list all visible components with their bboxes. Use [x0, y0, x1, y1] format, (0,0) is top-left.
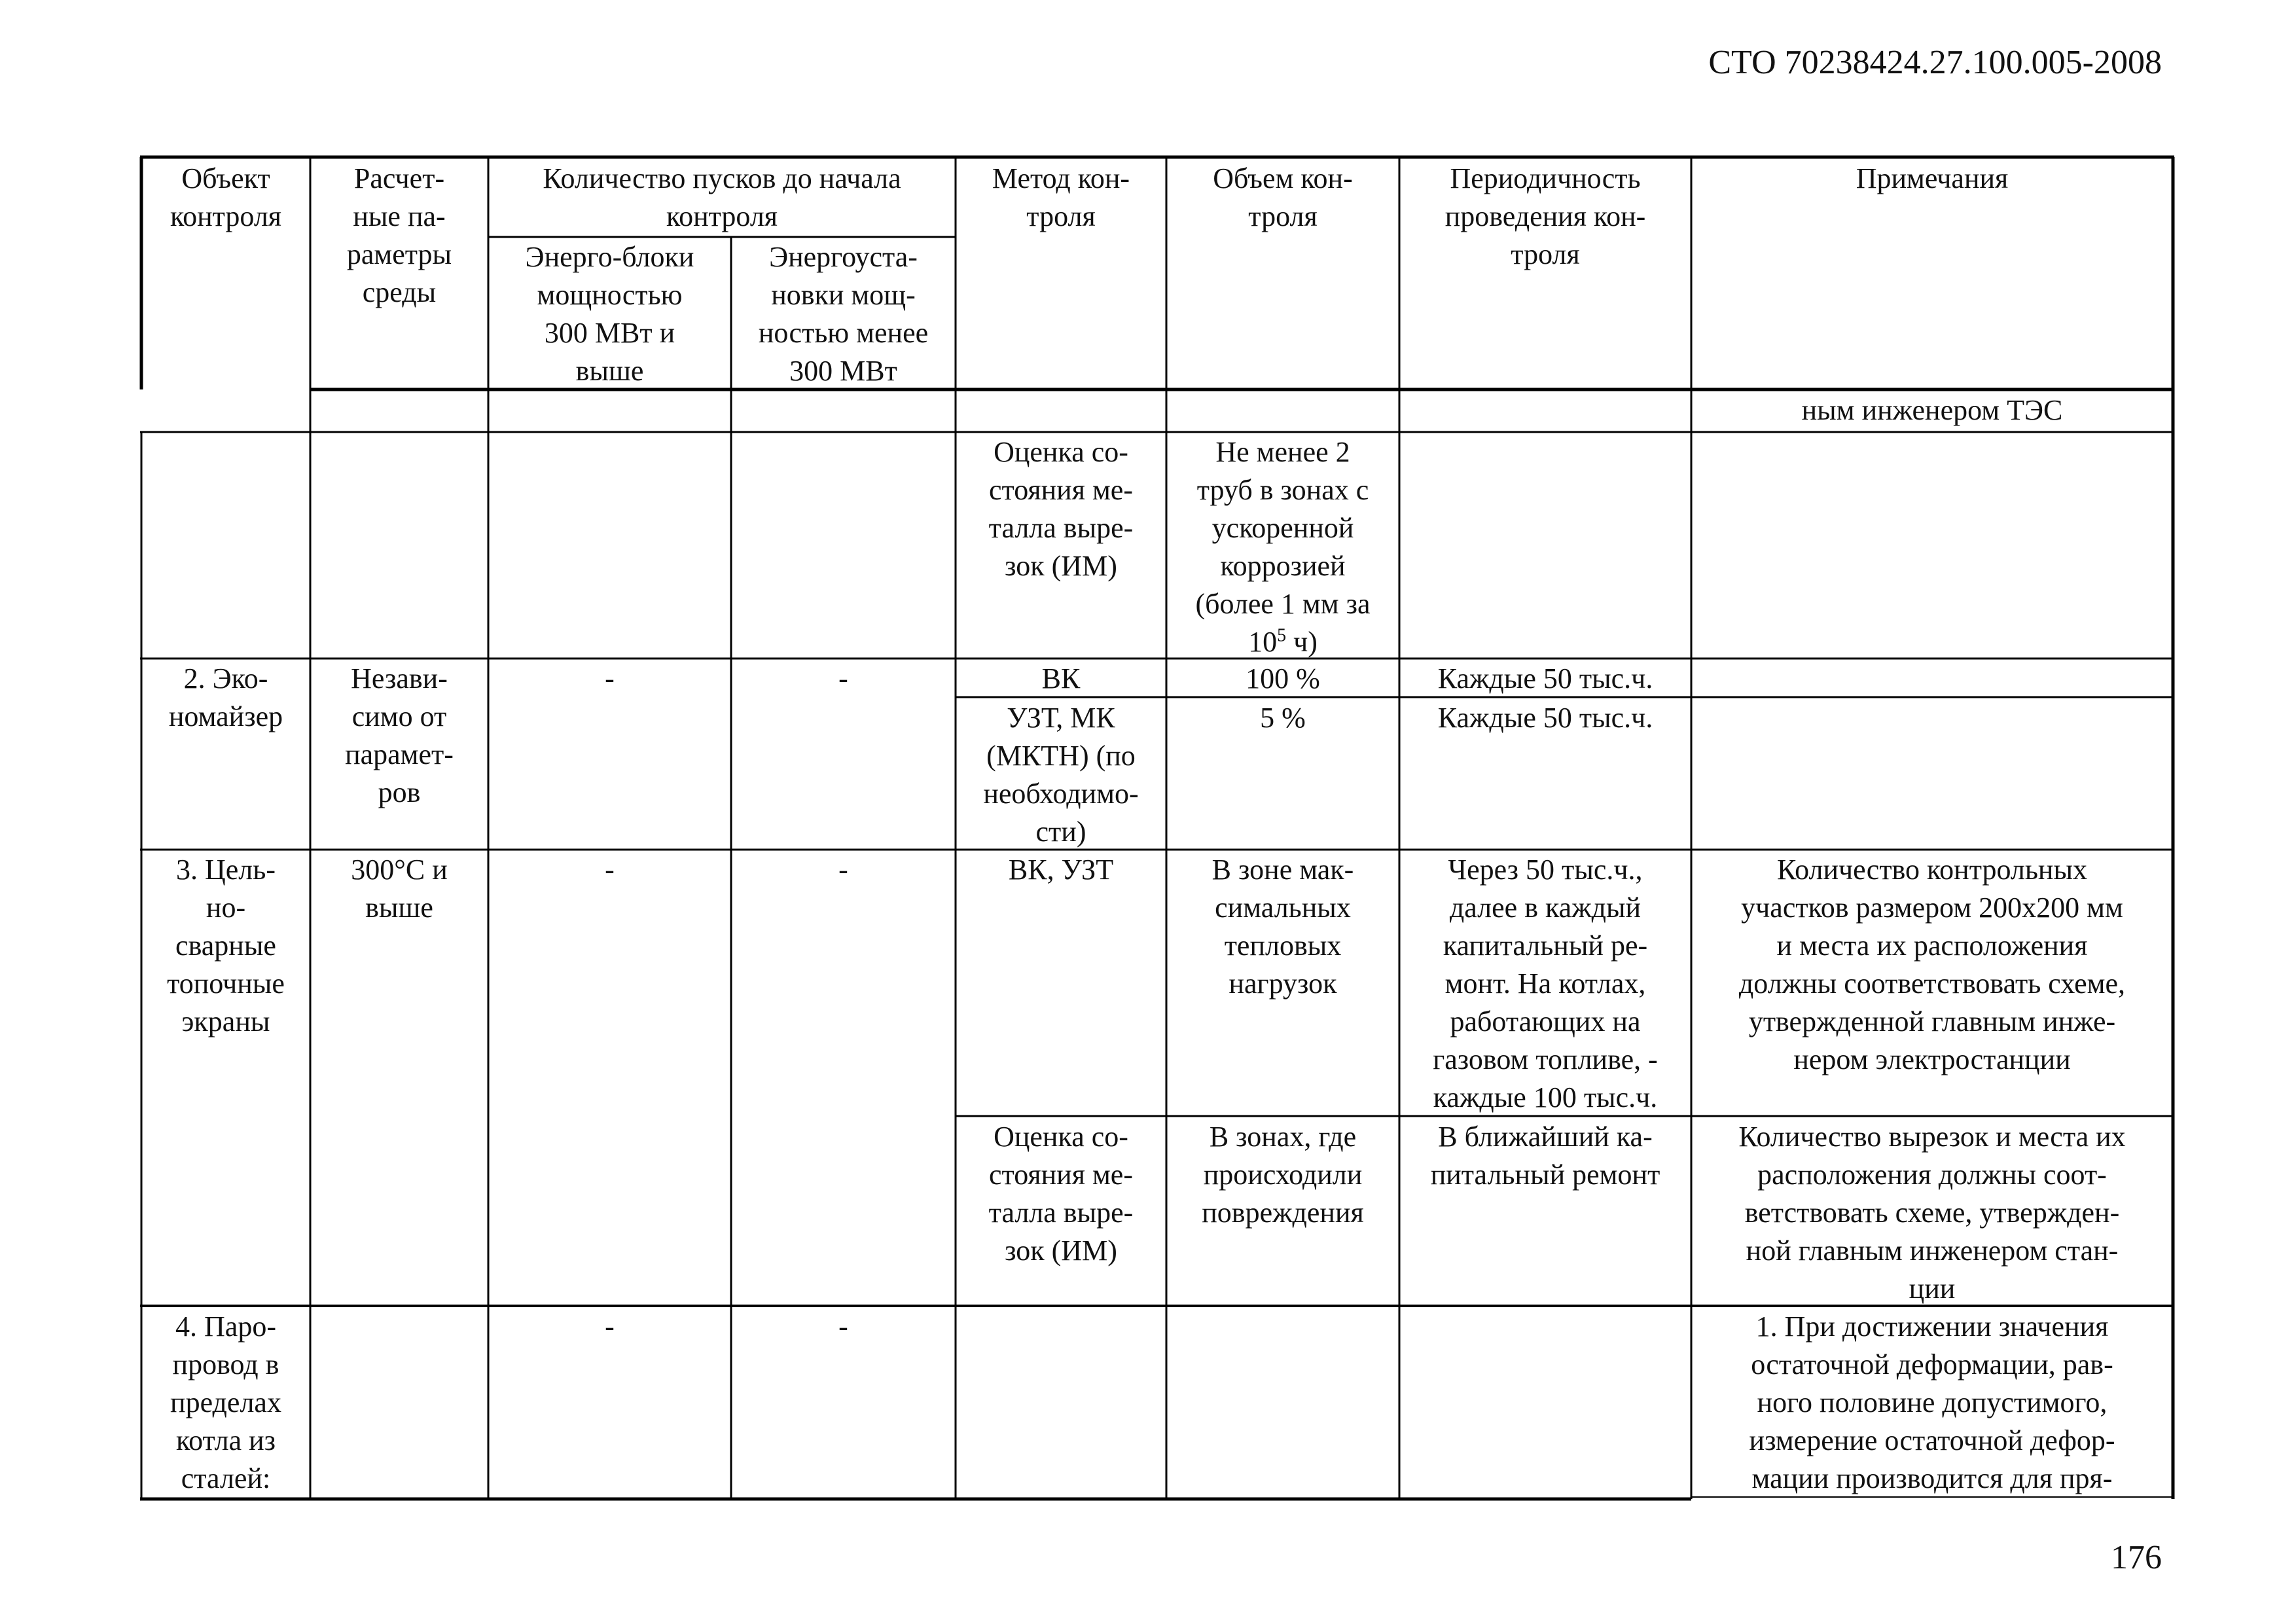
screens-method-2: Оценка со- стояния ме- талла выре- зок (ИМ): [988, 1121, 1134, 1267]
header-volume: Объем кон- троля: [1213, 162, 1353, 232]
cut-volume-power-exp: 5: [1277, 625, 1287, 646]
screens-starts-less: -: [838, 854, 848, 886]
pipeline-starts-300: -: [605, 1310, 615, 1343]
continuation-notes: ным инженером ТЭС: [1801, 394, 2063, 426]
document-code: СТО 70238424.27.100.005-2008: [1708, 44, 2162, 81]
economizer-volume-1: 100 %: [1246, 662, 1320, 695]
pipeline-starts-less: -: [838, 1310, 848, 1343]
header-starts-less: Энергоуста- новки мощ- ностью менее 300 МВт: [758, 241, 929, 387]
economizer-params: Незави- симо от парамет- ров: [345, 662, 454, 808]
economizer-starts-less: -: [838, 662, 848, 695]
header-starts-300: Энерго-блоки мощностью 300 МВт и выше: [525, 241, 694, 387]
screens-starts-300: -: [605, 854, 615, 886]
cut-volume-text: Не менее 2 труб в зонах с ускоренной коррозией (более 1 мм за: [1195, 436, 1371, 620]
header-object: Объект контроля: [170, 162, 282, 232]
header-period: Периодичность проведения кон- троля: [1444, 162, 1646, 270]
header-method: Метод кон- троля: [992, 162, 1130, 232]
economizer-method-1: ВК: [1041, 662, 1081, 695]
header-starts: Количество пусков до начала контроля: [543, 162, 901, 232]
economizer-period-2: Каждые 50 тыс.ч.: [1437, 702, 1653, 734]
header-params: Расчет- ные па- раметры среды: [346, 162, 452, 308]
screens-volume-2: В зонах, где происходили повреждения: [1202, 1121, 1364, 1229]
screens-period-2: В ближайший ка- питальный ремонт: [1430, 1121, 1660, 1191]
screens-method-1: ВК, УЗТ: [1008, 854, 1114, 886]
cut-volume-power-base: 10: [1248, 626, 1278, 658]
economizer-volume-2: 5 %: [1260, 702, 1306, 734]
header-notes: Примечания: [1856, 162, 2009, 194]
economizer-object: 2. Эко- номайзер: [168, 662, 283, 732]
pipeline-object: 4. Паро- провод в пределах котла из сталей:: [170, 1310, 281, 1494]
cut-volume-power-unit: ч): [1286, 626, 1318, 658]
screens-object: 3. Цель- но- сварные топочные экраны: [167, 854, 285, 1038]
screens-params: 300°С и выше: [351, 854, 448, 924]
pipeline-notes: 1. При достижении значения остаточной деформации, рав- ного половине допустимого, измерение остаточной дефор- мации производится для пря-: [1749, 1310, 2115, 1494]
cut-volume: [1166, 433, 1399, 661]
economizer-method-2: УЗТ, МК (МКТН) (по необходимо- сти): [983, 702, 1139, 848]
screens-period-1: Через 50 тыс.ч., далее в каждый капитальный ре- монт. На котлах, работающих на газовом топливе, - каждые 100 тыс.ч.: [1433, 854, 1658, 1113]
page-number: 176: [2111, 1539, 2162, 1576]
screens-notes-2: Количество вырезок и места их расположения должны соот- ветствовать схеме, утвержден- ной главным инженером стан- ции: [1738, 1121, 2126, 1305]
cut-method: Оценка со- стояния ме- талла выре- зок (ИМ): [988, 436, 1134, 582]
economizer-starts-300: -: [605, 662, 615, 695]
screens-notes-1: Количество контрольных участков размером 200х200 мм и места их расположения должны соответствовать схеме, утвержденной главным инже- нером электростанции: [1738, 854, 2126, 1075]
screens-volume-1: В зоне мак- симальных тепловых нагрузок: [1211, 854, 1354, 1000]
economizer-period-1: Каждые 50 тыс.ч.: [1437, 662, 1653, 695]
